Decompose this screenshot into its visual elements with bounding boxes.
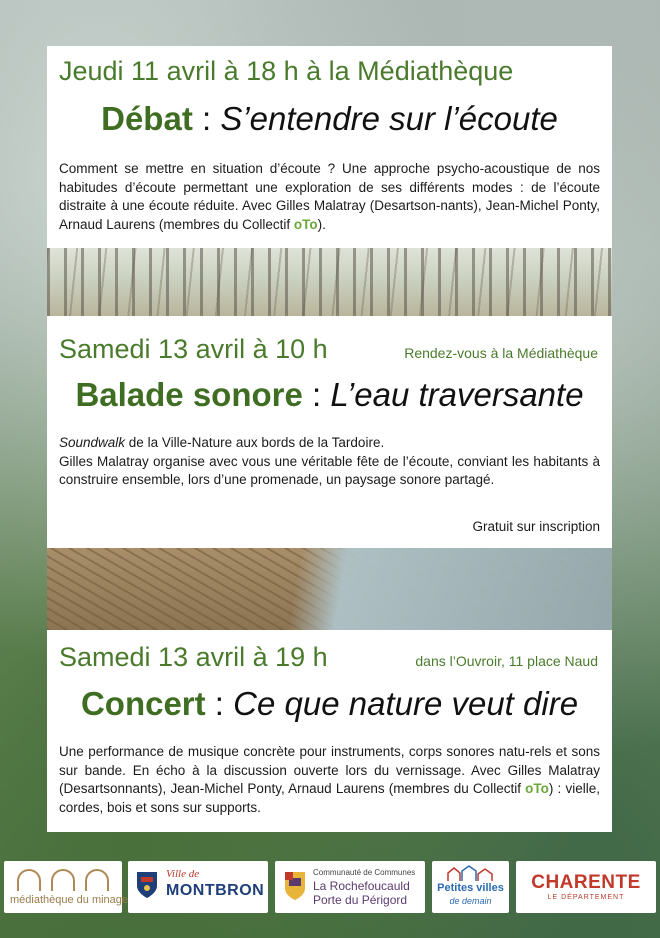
- soundwalk-term: Soundwalk: [59, 435, 126, 450]
- houses-icon: [446, 865, 496, 881]
- event-title-separator: :: [205, 685, 234, 722]
- event-title-keyword: Débat: [101, 100, 193, 137]
- description-line-2: Gilles Malatray organise avec vous une véritable fête de l’écoute, conviant les habitants à construire ensemble, lors d’une promenade, un paysage sonore partagé.: [59, 453, 600, 487]
- program-name: Petites villes: [437, 882, 504, 894]
- program-tagline: de demain: [449, 896, 492, 906]
- description-text: Comment se mettre en situation d’écoute ? Une approche psycho-acoustique de nos habitudes d’écoute permettant une exploration de ses différents modes : de l’écoute distraite à une écoute réduite. Avec Gilles Malatray (Desartson-nants), Jean-Michel Ponty, Arnaud Laurens (membres du Collectif: [59, 161, 600, 232]
- river-photo: [47, 548, 612, 630]
- community-emblem-icon: [283, 870, 307, 902]
- event-title-separator: :: [192, 100, 221, 137]
- description-text: Une performance de musique concrète pour instruments, corps sonores natu-rels et sons sur bande. En écho à la discussion ouverte lors du vernissage. Avec Gilles Malatray (Desartsonnants), Jean-Michel Ponty, Arnaud Laurens (membres du Collectif: [59, 744, 600, 796]
- event-title-subtitle: L’eau traversante: [330, 376, 584, 413]
- event-description: [59, 743, 600, 817]
- logo-la-rochefoucauld: [275, 861, 425, 913]
- description-end: ) : vielle, cordes, bois et sons sur supports.: [59, 781, 600, 815]
- forest-photo: [47, 248, 612, 316]
- event-panel-concert: [47, 630, 612, 832]
- event-title: [47, 100, 612, 138]
- charente-name: CHARENTE: [531, 872, 641, 893]
- logo-montbron: [128, 861, 268, 913]
- description-line-1: de la Ville-Nature aux bords de la Tardoire.: [125, 435, 385, 450]
- event-title-subtitle: Ce que nature veut dire: [233, 685, 579, 722]
- community-label: Communauté de Communes: [313, 868, 416, 877]
- event-title: [47, 685, 612, 723]
- event-title-keyword: Balade sonore: [75, 376, 303, 413]
- event-date: Samedi 13 avril à 19 h: [59, 642, 328, 672]
- montbron-prefix: Ville de: [166, 868, 200, 880]
- community-name-line-2: Porte du Périgord: [313, 893, 408, 907]
- partner-logos: [0, 855, 660, 915]
- montbron-name: MONTBRON: [166, 882, 265, 899]
- event-title-separator: :: [302, 376, 331, 413]
- logo-petites-villes: [432, 861, 509, 913]
- community-name-line-1: La Rochefoucauld: [313, 879, 410, 893]
- mediatheque-name: médiathèque du minage: [10, 894, 129, 906]
- event-title: [47, 376, 612, 414]
- event-title-subtitle: S’entendre sur l’écoute: [220, 100, 558, 137]
- event-description: [59, 434, 600, 490]
- registration-note: Gratuit sur inscription: [472, 519, 600, 534]
- event-date: Samedi 13 avril à 10 h: [59, 334, 328, 364]
- event-title-keyword: Concert: [80, 685, 206, 722]
- description-end: ).: [317, 216, 326, 232]
- coat-of-arms-icon: [136, 871, 158, 899]
- arches-icon: [14, 869, 114, 891]
- event-venue: Rendez-vous à la Médiathèque: [404, 345, 598, 361]
- event-date: Jeudi 11 avril à 18 h à la Médiathèque: [59, 56, 514, 86]
- collectif-oto-name: oTo: [525, 781, 549, 796]
- charente-subtitle: LE DÉPARTEMENT: [547, 894, 625, 901]
- collectif-oto-name: oTo: [293, 216, 318, 232]
- logo-mediatheque: [4, 861, 129, 913]
- event-venue: dans l’Ouvroir, 11 place Naud: [415, 653, 598, 669]
- logo-charente: [516, 861, 656, 913]
- event-panel-debat: [47, 46, 612, 248]
- event-description: [59, 160, 600, 234]
- event-panel-balade: [47, 316, 612, 548]
